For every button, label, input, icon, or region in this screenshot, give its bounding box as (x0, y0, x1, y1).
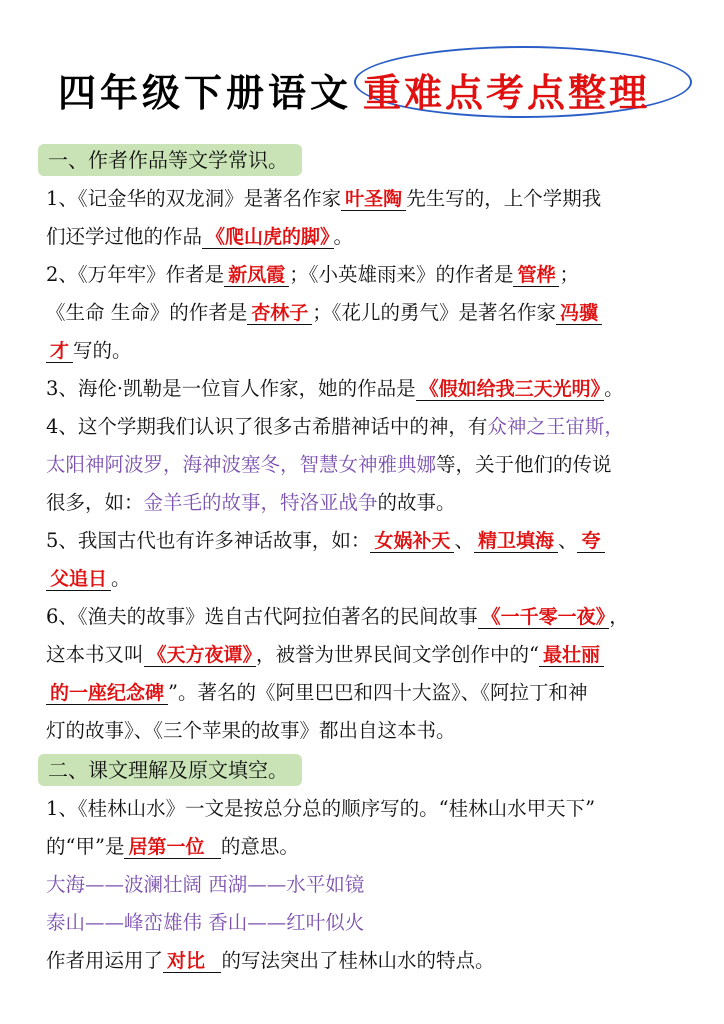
answer: 才 (50, 340, 70, 362)
answer: 《天方夜谭》 (147, 644, 253, 666)
text: ”。著名的《阿里巴巴和四十大盗》、《阿拉丁和神 (168, 681, 588, 704)
item-3 (46, 370, 686, 408)
page-title-accent: 重难点考点整理 (363, 71, 651, 115)
answer-blank (202, 225, 334, 249)
highlight-text: 金羊毛的故事，特洛亚战争 (143, 491, 378, 514)
item-2 (46, 256, 686, 370)
item-1 (46, 180, 686, 256)
text: ； (559, 263, 579, 286)
text: 先生写的，上个学期我 (406, 187, 602, 210)
text: 5、我国古代也有许多神话故事，如： (46, 529, 371, 552)
highlight-text: 太阳神阿波罗，海神波塞冬，智慧女神雅典娜 (46, 453, 437, 476)
answer: 居第一位 (128, 836, 205, 858)
answer: 的一座纪念碑 (50, 682, 165, 704)
text: 这本书又叫 (46, 643, 144, 666)
answer-blank (416, 377, 605, 401)
highlight-text: 大海——波澜壮阔 西湖——水平如镜 (46, 873, 365, 896)
text: 等，关于他们的传说 (436, 453, 612, 476)
answer: 对比 (167, 950, 206, 972)
text: 3、海伦·凯勒是一位盲人作家，她的作品是 (46, 377, 416, 400)
answer-blank (124, 835, 220, 859)
item-5 (46, 522, 686, 598)
answer-blank (341, 187, 406, 211)
answer: 《假如给我三天光明》 (419, 378, 601, 400)
answer: 《一千零一夜》 (481, 606, 606, 628)
answer: 最壮丽 (543, 644, 601, 666)
text: 1、《桂林山水》一文是按总分总的顺序写的。“桂林山水甲天下” (46, 797, 596, 820)
answer-blank (370, 529, 454, 553)
text: 。 (333, 225, 354, 248)
text: 、 (454, 529, 474, 552)
highlight-text: 众神之王宙斯， (487, 415, 624, 438)
answer: 叶圣陶 (345, 188, 403, 210)
answer-blank (539, 643, 604, 667)
answer-blank (224, 263, 289, 287)
text: 6、《渔夫的故事》选自古代阿拉伯著名的民间故事 (46, 605, 478, 628)
text: 的“甲”是 (46, 835, 125, 858)
answer-blank (46, 339, 73, 363)
text: 们还学过他的作品 (46, 225, 203, 248)
title-row (58, 52, 698, 116)
text: 的故事。 (377, 491, 456, 514)
text: 灯的故事》、《三个苹果的故事》都出自这本书。 (46, 719, 456, 742)
answer: 新凤霞 (228, 264, 286, 286)
item-6 (46, 598, 686, 750)
answer: 精卫填海 (477, 530, 554, 552)
answer-blank (478, 605, 610, 629)
text: 的意思。 (220, 835, 299, 858)
text: 2、《万年牢》作者是 (46, 263, 225, 286)
text: 作者用运用了 (46, 949, 164, 972)
text: ；《花儿的勇气》是著名作家 (312, 301, 556, 324)
answer-blank (46, 567, 111, 591)
answer-blank (46, 681, 168, 705)
text: 的写法突出了桂林山水的特点。 (221, 949, 495, 972)
answer-blank (556, 301, 602, 325)
answer: 杏林子 (251, 302, 309, 324)
text: ， (609, 605, 629, 628)
item-r1 (46, 790, 686, 980)
answer-blank (144, 643, 257, 667)
answer-blank (163, 949, 221, 973)
text: 。 (111, 567, 131, 590)
text: ；《小英雄雨来》的作者是 (289, 263, 514, 286)
text: 、 (557, 529, 578, 552)
answer: 父追日 (50, 568, 108, 590)
text: 很多，如： (46, 491, 144, 514)
answer-blank (474, 529, 558, 553)
text: 《生命 生命》的作者是 (46, 301, 248, 324)
answer: 夸 (581, 530, 601, 552)
answer: 《爬山虎的脚》 (206, 226, 330, 248)
answer-blank (247, 301, 312, 325)
answer-blank (577, 529, 604, 553)
page-title: 四年级下册语文 (58, 71, 353, 115)
highlight-text: 泰山——峰峦雄伟 香山——红叶似火 (46, 911, 365, 934)
answer: 管桦 (517, 264, 556, 286)
answer: 冯骥 (559, 302, 598, 324)
answer: 女娲补天 (374, 530, 451, 552)
answer-blank (513, 263, 559, 287)
text: 4、这个学期我们认识了很多古希腊神话中的神，有 (46, 415, 488, 438)
text: ，被誉为世界民间文学创作中的“ (256, 643, 540, 666)
text: 写的。 (73, 339, 132, 362)
section-heading-1: 一、作者作品等文学常识。 (38, 144, 302, 176)
text: 。 (604, 377, 624, 400)
text: 1、《记金华的双龙洞》是著名作家 (46, 187, 342, 210)
section-heading-2: 二、课文理解及原文填空。 (38, 754, 302, 786)
item-4 (46, 408, 686, 522)
